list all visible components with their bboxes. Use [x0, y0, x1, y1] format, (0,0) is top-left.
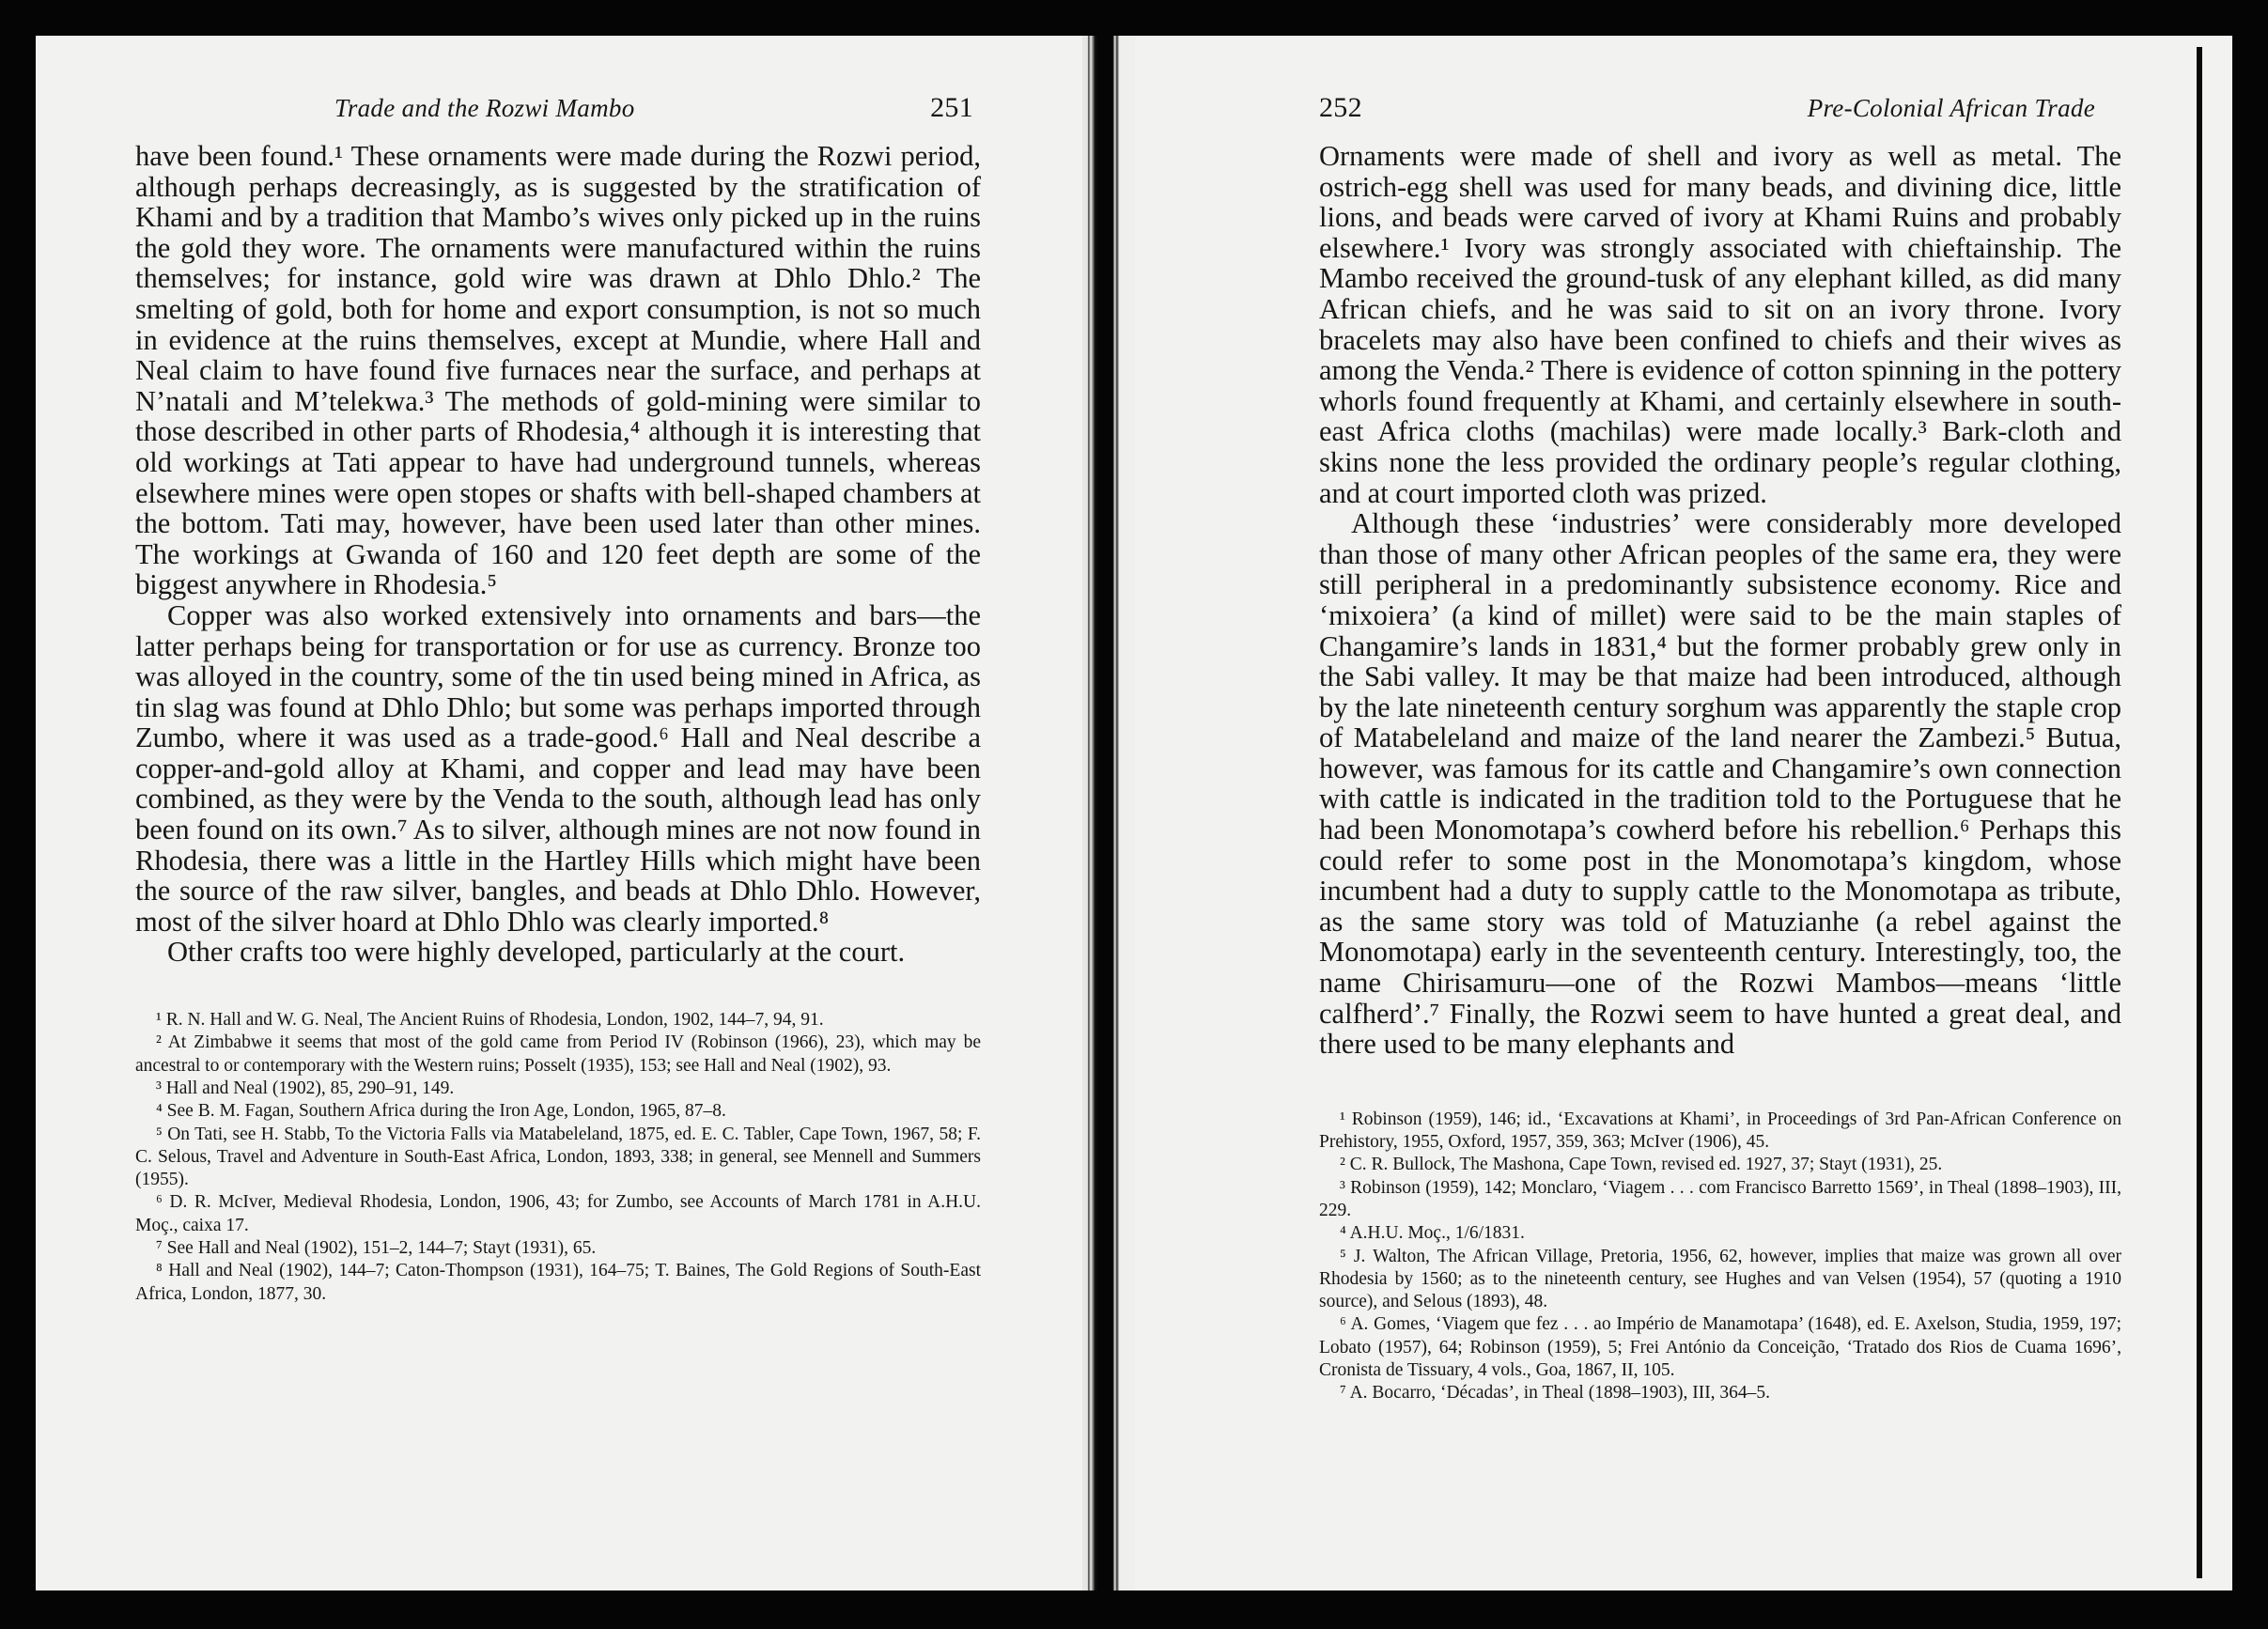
- footnote: ⁷ A. Bocarro, ‘Décadas’, in Theal (1898–1903), III, 364–5.: [1340, 1383, 1771, 1404]
- paragraph: Although these ‘industries’ were considerably more developed than those of many other African peoples of the same era, they were still peripheral in a predominantly subsistence economy. Rice and ‘mixoiera’ (a kind of millet) were said to be the main staples of Changamire’s lands in 1831,⁴ but the former probably grew only in the Sabi valley. It may be that maize had been introduced, although by the late nineteenth century sorghum was apparently the staple crop of Matabeleland and maize of the land nearer the Zambezi.⁵ Butua, however, was famous for its cattle and Changamire’s own connection with cattle is indicated in the tradition told to the Portuguese that he had been Monomotapa’s cowherd before his rebellion.⁶ Perhaps this could refer to some post in the Monomotapa’s kingdom, whose incumbent had a duty to supply cattle to the Monomotapa as tribute, as the same story was told of Matuzianhe (a rebel against the Monomotapa) early in the seventeenth century. Interestingly, too, the name Chirisamuru—one of the Rozwi Mambos—means ‘little calfherd’.⁷ Finally, the Rozwi seem to have hunted a great deal, and there used to be many elephants and: [1319, 507, 2121, 1061]
- footnote: ¹ Robinson (1959), 146; id., ‘Excavations at Khami’, in Proceedings of 3rd Pan-African Conference on Prehistory, 1955, Oxford, 1957, 359, 363; McIver (1906), 45.: [1319, 1109, 2121, 1153]
- left-page: [36, 36, 1082, 1590]
- footnote: ³ Hall and Neal (1902), 85, 290–91, 149.: [156, 1078, 455, 1098]
- footnote: ⁴ A.H.U. Moç., 1/6/1831.: [1340, 1223, 1525, 1244]
- paragraph: Copper was also worked extensively into ornaments and bars—the latter perhaps being for transportation or for use as currency. Bronze too was alloyed in the country, some of the tin used being mined in Africa, as tin slag was found at Dhlo Dhlo; but some was perhaps imported through Zumbo, where it was used as a trade-good.⁶ Hall and Neal describe a copper-and-gold alloy at Khami, and copper and lead may have been combined, as they were by the Venda to the south, although lead has only been found on its own.⁷ As to silver, although mines are not now found in Rhodesia, there was a little in the Hartley Hills which might have been the source of the raw silver, bangles, and beads at Dhlo Dhlo. However, most of the silver hoard at Dhlo Dhlo was clearly imported.⁸: [135, 598, 981, 938]
- right-page-number: 252: [1319, 92, 1362, 123]
- footnote: ⁶ A. Gomes, ‘Viagem que fez . . . ao Império de Manamotapa’ (1648), ed. E. Axelson, Studia, 1959, 197; Lobato (1957), 64; Robinson (1959), 5; Frei António da Conceição, ‘Tratado dos Rios de Cuama 1696’, Cronista de Tissuary, 4 vols., Goa, 1867, II, 105.: [1319, 1314, 2121, 1381]
- left-page-number: 251: [930, 92, 973, 123]
- paragraph: Ornaments were made of shell and ivory as well as metal. The ostrich-egg shell was used for many beads, and divining dice, little lions, and beads were carved of ivory at Khami Ruins and probably elsewhere.¹ Ivory was strongly associated with chieftainship. The Mambo received the ground-tusk of any elephant killed, as did many African chiefs, and he was said to sit on an ivory throne. Ivory bracelets may also have been confined to chiefs and their wives as among the Venda.² There is evidence of cotton spinning in the pottery whorls found frequently at Khami, and certainly elsewhere in south-east Africa cloths (machilas) were made locally.³ Bark-cloth and skins none the less provided the ordinary people’s regular clothing, and at court imported cloth was prized.: [1319, 140, 2121, 509]
- paragraph: have been found.¹ These ornaments were made during the Rozwi period, although perhaps decreasingly, as is suggested by the stratification of Khami and by a tradition that Mambo’s wives only picked up in the ruins the gold they wore. The ornaments were manufactured within the ruins themselves; for instance, gold wire was drawn at Dhlo Dhlo.² The smelting of gold, both for home and export consumption, is not so much in evidence at the ruins themselves, except at Mundie, where Hall and Neal claim to have found five furnaces near the surface, and perhaps at N’natali and M’telekwa.³ The methods of gold-mining were similar to those described in other parts of Rhodesia,⁴ although it is interesting that old workings at Tati appear to have had underground tunnels, whereas elsewhere mines were open stopes or shafts with bell-shaped chambers at the bottom. Tati may, however, have been used later than other mines. The workings at Gwanda of 160 and 120 feet depth are some of the biggest anywhere in Rhodesia.⁵: [135, 140, 981, 601]
- left-footnotes: [135, 1009, 981, 1306]
- right-running-head: [1319, 92, 2121, 124]
- right-body-text: [1319, 141, 2121, 1060]
- left-body-text: [135, 141, 981, 968]
- left-running-head: [135, 92, 981, 124]
- footnote: ⁸ Hall and Neal (1902), 144–7; Caton-Thompson (1931), 164–75; T. Baines, The Gold Regions of South-East Africa, London, 1877, 30.: [135, 1261, 981, 1304]
- book-gutter: [1082, 36, 1135, 1590]
- right-footnotes: [1319, 1109, 2121, 1405]
- left-header-title: Trade and the Rozwi Mambo: [334, 94, 635, 122]
- footnote: ⁵ J. Walton, The African Village, Pretoria, 1956, 62, however, implies that maize was grown all over Rhodesia by 1560; as to the nineteenth century, see Hughes and van Velsen (1954), 57 (quoting a 1910 source), and Selous (1893), 48.: [1319, 1246, 2121, 1312]
- footnote: ² At Zimbabwe it seems that most of the gold came from Period IV (Robinson (1966), 23), which may be ancestral to or contemporary with the Western ruins; Posselt (1935), 153; see Hall and Neal (1902), 93.: [135, 1032, 981, 1076]
- footnote: ⁴ See B. M. Fagan, Southern Africa during the Iron Age, London, 1965, 87–8.: [156, 1101, 726, 1122]
- footnote: ⁷ See Hall and Neal (1902), 151–2, 144–7; Stayt (1931), 65.: [156, 1238, 597, 1258]
- footnote: ⁶ D. R. McIver, Medieval Rhodesia, London, 1906, 43; for Zumbo, see Accounts of March 1781 in A.H.U. Moç., caixa 17.: [135, 1192, 981, 1235]
- footnote: ³ Robinson (1959), 142; Monclaro, ‘Viagem . . . com Francisco Barretto 1569’, in Theal (1898–1903), III, 229.: [1319, 1177, 2121, 1220]
- right-page: [1135, 36, 2232, 1590]
- paragraph: Other crafts too were highly developed, particularly at the court.: [167, 936, 906, 969]
- footnote: ⁵ On Tati, see H. Stabb, To the Victoria Falls via Matabeleland, 1875, ed. E. C. Tabler, Cape Town, 1967, 58; F. C. Selous, Travel and Adventure in South-East Africa, London, 1893, 338; in general, see Mennell and Summers (1955).: [135, 1124, 981, 1190]
- right-header-title: Pre-Colonial African Trade: [1807, 94, 2095, 122]
- page-edge-shadow: [2197, 47, 2202, 1578]
- footnote: ¹ R. N. Hall and W. G. Neal, The Ancient Ruins of Rhodesia, London, 1902, 144–7, 94, 91.: [156, 1010, 824, 1031]
- footnote: ² C. R. Bullock, The Mashona, Cape Town, revised ed. 1927, 37; Stayt (1931), 25.: [1340, 1155, 1943, 1175]
